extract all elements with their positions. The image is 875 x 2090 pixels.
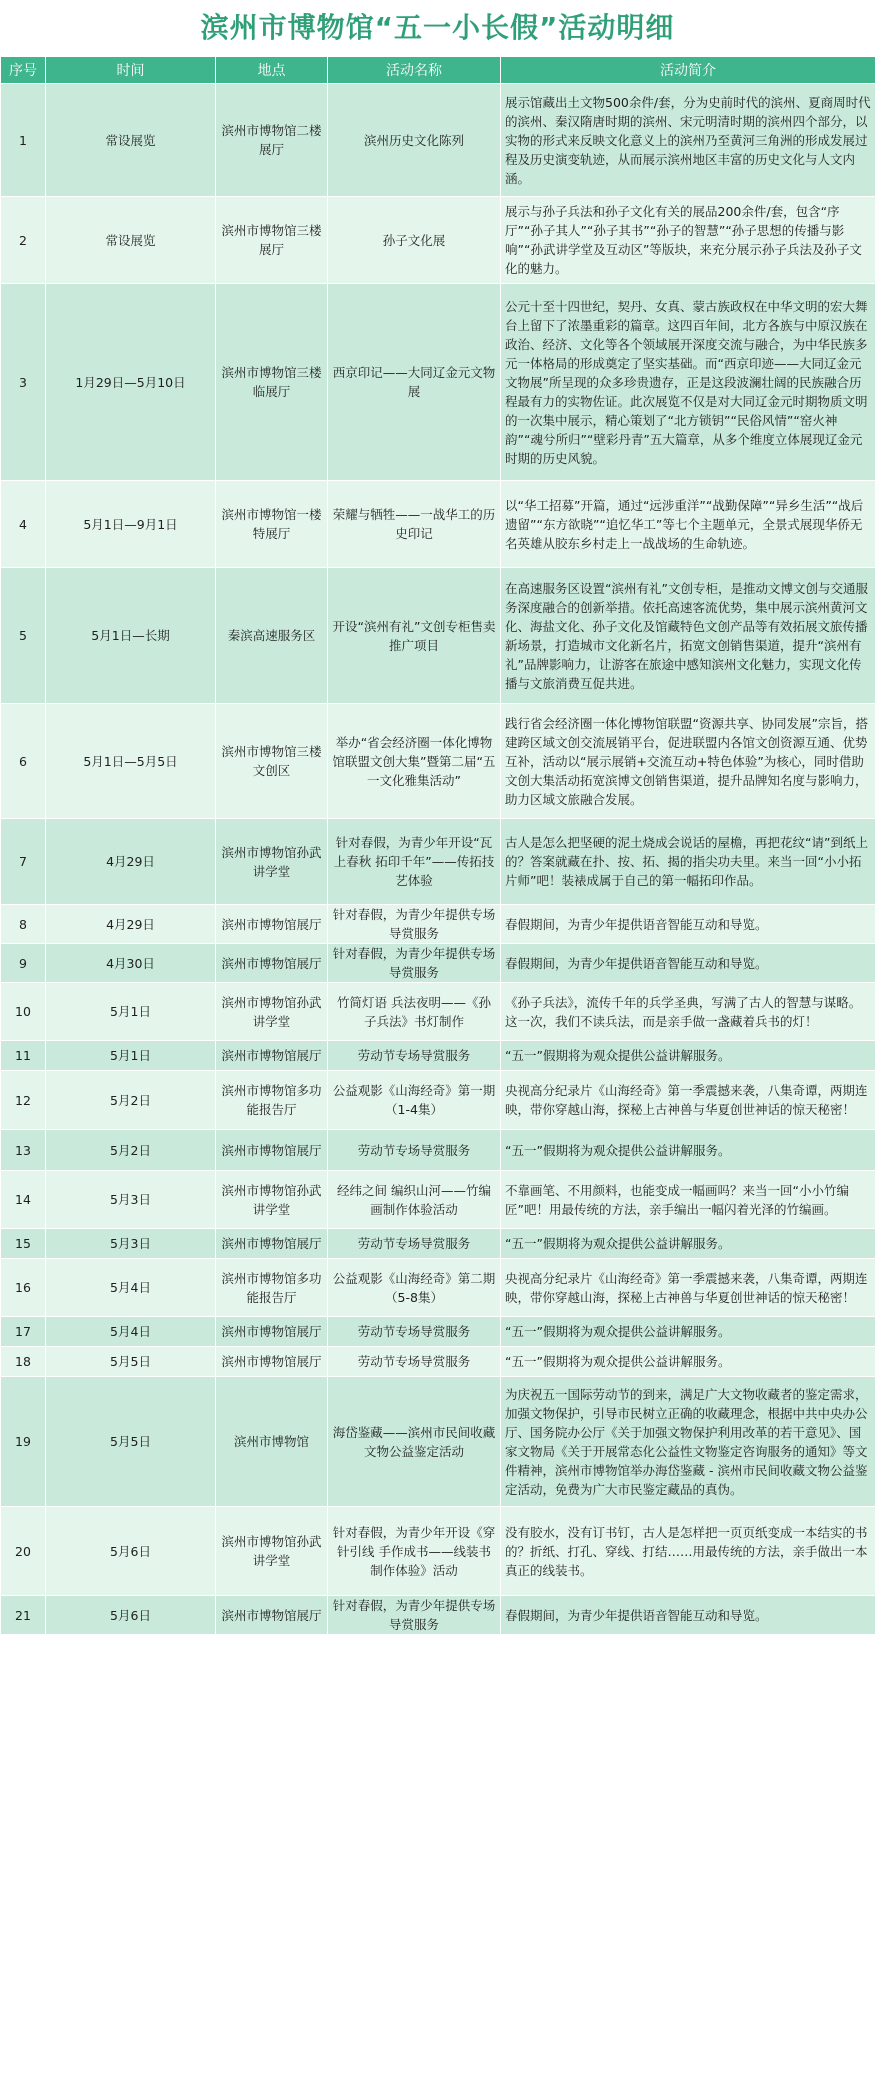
row-no-cell: 10 [1,983,46,1041]
row-place-cell: 滨州市博物馆多功能报告厅 [216,1259,328,1317]
row-place-cell: 滨州市博物馆孙武讲学堂 [216,819,328,905]
row-place-cell: 滨州市博物馆 [216,1377,328,1507]
row-name-cell: 劳动节专场导赏服务 [328,1317,501,1347]
row-time-cell: 5月1日 [46,983,216,1041]
row-name-cell: 举办“省会经济圈一体化博物馆联盟文创大集”暨第二届“五一文化雅集活动” [328,704,501,819]
row-name-cell: 西京印记——大同辽金元文物展 [328,284,501,481]
row-desc-cell: 展示馆藏出土文物500余件/套，分为史前时代的滨州、夏商周时代的滨州、秦汉隋唐时期的滨州、宋元明清时期的滨州四个部分，以实物的形式来反映文化意义上的滨州乃至黄河三角洲的形成发展过程及历史演变轨迹，从而展示滨州地区丰富的历史文化与人文内涵。 [501,84,875,197]
table-row [1,819,875,905]
header-no: 序号 [1,57,46,84]
row-no-cell: 20 [1,1507,46,1596]
row-time-cell: 5月5日 [46,1347,216,1377]
row-desc-cell: 以“华工招募”开篇，通过“远涉重洋”“战勤保障”“异乡生活”“战后遗留”“东方欲晓”“追忆华工”等七个主题单元，全景式展现华侨无名英雄从胶东乡村走上一战战场的生命轨迹。 [501,481,875,568]
row-time-cell: 1月29日—5月10日 [46,284,216,481]
table-row [1,905,875,944]
row-name-cell: 公益观影《山海经奇》第一期（1-4集） [328,1071,501,1130]
row-no-cell: 6 [1,704,46,819]
table-row [1,944,875,983]
row-time-cell: 5月1日—5月5日 [46,704,216,819]
row-time-cell: 常设展览 [46,197,216,284]
row-place-cell: 滨州市博物馆孙武讲学堂 [216,1171,328,1229]
row-name-cell: 经纬之间 编织山河——竹编画制作体验活动 [328,1171,501,1229]
row-desc-cell: 《孙子兵法》，流传千年的兵学圣典，写满了古人的智慧与谋略。这一次，我们不读兵法，而是亲手做一盏藏着兵书的灯！ [501,983,875,1041]
row-no-cell: 17 [1,1317,46,1347]
row-time-cell: 5月6日 [46,1596,216,1635]
header-place: 地点 [216,57,328,84]
table-row [1,284,875,481]
table-row [1,84,875,197]
row-desc-cell: 公元十至十四世纪，契丹、女真、蒙古族政权在中华文明的宏大舞台上留下了浓墨重彩的篇章。这四百年间，北方各族与中原汉族在政治、经济、文化等各个领域展开深度交流与融合，为中华民族多元一体格局的形成奠定了坚实基础。而“西京印迹——大同辽金元文物展”所呈现的众多珍贵遗存，正是这段波澜壮阔的民族融合历程最有力的实物佐证。此次展览不仅是对大同辽金元时期物质文明的一次集中展示，精心策划了“北方锁钥”“民俗风情”“窑火神韵”“魂兮所归”“壁彩丹青”五大篇章，从多个维度立体展现辽金元时期的历史风貌。 [501,284,875,481]
row-place-cell: 滨州市博物馆三楼文创区 [216,704,328,819]
table-row [1,1377,875,1507]
row-name-cell: 针对春假，为青少年提供专场导赏服务 [328,905,501,944]
row-place-cell: 滨州市博物馆展厅 [216,1317,328,1347]
row-place-cell: 滨州市博物馆展厅 [216,1041,328,1071]
table-row [1,1596,875,1635]
row-time-cell: 5月1日—长期 [46,568,216,704]
row-place-cell: 秦滨高速服务区 [216,568,328,704]
row-place-cell: 滨州市博物馆展厅 [216,905,328,944]
row-name-cell: 针对春假，为青少年提供专场导赏服务 [328,944,501,983]
row-name-cell: 开设“滨州有礼”文创专柜售卖推广项目 [328,568,501,704]
row-desc-cell: “五一”假期将为观众提供公益讲解服务。 [501,1317,875,1347]
row-name-cell: 针对春假，为青少年开设《穿针引线 手作成书——线装书制作体验》活动 [328,1507,501,1596]
row-time-cell: 5月3日 [46,1229,216,1259]
row-name-cell: 竹简灯语 兵法夜明——《孙子兵法》书灯制作 [328,983,501,1041]
row-desc-cell: 春假期间，为青少年提供语音智能互动和导览。 [501,944,875,983]
row-desc-cell: “五一”假期将为观众提供公益讲解服务。 [501,1130,875,1171]
row-time-cell: 5月5日 [46,1377,216,1507]
row-no-cell: 11 [1,1041,46,1071]
row-place-cell: 滨州市博物馆展厅 [216,944,328,983]
row-place-cell: 滨州市博物馆二楼展厅 [216,84,328,197]
row-time-cell: 5月4日 [46,1259,216,1317]
row-desc-cell: “五一”假期将为观众提供公益讲解服务。 [501,1229,875,1259]
table-header-row [1,57,875,84]
row-place-cell: 滨州市博物馆一楼特展厅 [216,481,328,568]
row-desc-cell: “五一”假期将为观众提供公益讲解服务。 [501,1041,875,1071]
row-time-cell: 5月6日 [46,1507,216,1596]
row-name-cell: 劳动节专场导赏服务 [328,1229,501,1259]
row-place-cell: 滨州市博物馆展厅 [216,1229,328,1259]
row-name-cell: 针对春假，为青少年开设“瓦上春秋 拓印千年”——传拓技艺体验 [328,819,501,905]
row-no-cell: 2 [1,197,46,284]
row-desc-cell: 为庆祝五一国际劳动节的到来，满足广大文物收藏者的鉴定需求，加强文物保护，引导市民树立正确的收藏理念，根据中共中央办公厅、国务院办公厅《关于加强文物保护利用改革的若干意见》、国家文物局《关于开展常态化公益性文物鉴定咨询服务的通知》等文件精神，滨州市博物馆举办海岱鉴藏 - 滨州市民间收藏文物公益鉴定活动，免费为广大市民鉴定藏品的真伪。 [501,1377,875,1507]
table-row [1,1130,875,1171]
row-no-cell: 3 [1,284,46,481]
row-no-cell: 15 [1,1229,46,1259]
row-no-cell: 5 [1,568,46,704]
table-row [1,983,875,1041]
row-desc-cell: 央视高分纪录片《山海经奇》第一季震撼来袭，八集奇谭，两期连映，带你穿越山海，探秘上古神兽与华夏创世神话的惊天秘密！ [501,1071,875,1130]
row-place-cell: 滨州市博物馆展厅 [216,1347,328,1377]
row-desc-cell: 没有胶水，没有订书钉，古人是怎样把一页页纸变成一本结实的书的？折纸、打孔、穿线、打结……用最传统的方法，亲手做出一本真正的线装书。 [501,1507,875,1596]
table-row [1,1347,875,1377]
row-no-cell: 9 [1,944,46,983]
row-place-cell: 滨州市博物馆多功能报告厅 [216,1071,328,1130]
row-name-cell: 针对春假，为青少年提供专场导赏服务 [328,1596,501,1635]
table-row [1,1071,875,1130]
row-place-cell: 滨州市博物馆展厅 [216,1596,328,1635]
header-name: 活动名称 [328,57,501,84]
row-time-cell: 5月2日 [46,1071,216,1130]
row-no-cell: 4 [1,481,46,568]
row-no-cell: 12 [1,1071,46,1130]
row-name-cell: 荣耀与牺牲——一战华工的历史印记 [328,481,501,568]
row-desc-cell: 古人是怎么把坚硬的泥土烧成会说话的屋檐，再把花纹“请”到纸上的？答案就藏在扑、按、拓、揭的指尖功夫里。来当一回“小小拓片师”吧！装裱成属于自己的第一幅拓印作品。 [501,819,875,905]
table-row [1,1229,875,1259]
table-row [1,197,875,284]
row-name-cell: 劳动节专场导赏服务 [328,1041,501,1071]
row-time-cell: 4月29日 [46,819,216,905]
row-name-cell: 滨州历史文化陈列 [328,84,501,197]
header-time: 时间 [46,57,216,84]
row-place-cell: 滨州市博物馆三楼临展厅 [216,284,328,481]
row-desc-cell: 不靠画笔、不用颜料，也能变成一幅画吗？来当一回“小小竹编匠”吧！用最传统的方法，亲手编出一幅闪着光泽的竹编画。 [501,1171,875,1229]
page-title: 滨州市博物馆“五一小长假”活动明细 [200,11,675,44]
row-place-cell: 滨州市博物馆展厅 [216,1130,328,1171]
table-row [1,568,875,704]
table-row [1,1507,875,1596]
row-desc-cell: 春假期间，为青少年提供语音智能互动和导览。 [501,1596,875,1635]
row-time-cell: 常设展览 [46,84,216,197]
row-no-cell: 7 [1,819,46,905]
row-no-cell: 19 [1,1377,46,1507]
row-desc-cell: 践行省会经济圈一体化博物馆联盟“资源共享、协同发展”宗旨，搭建跨区域文创交流展销平台，促进联盟内各馆文创资源互通、优势互补，活动以“展示展销+交流互动+特色体验”为核心，同时借助文创大集活动拓宽滨博文创销售渠道，提升品牌知名度与影响力，助力区域文旅融合发展。 [501,704,875,819]
row-desc-cell: 展示与孙子兵法和孙子文化有关的展品200余件/套，包含“序厅”“孙子其人”“孙子其书”“孙子的智慧”“孙子思想的传播与影响”“孙武讲学堂及互动区”等版块，来充分展示孙子兵法及孙子文化的魅力。 [501,197,875,284]
row-time-cell: 5月1日 [46,1041,216,1071]
row-desc-cell: 春假期间，为青少年提供语音智能互动和导览。 [501,905,875,944]
row-time-cell: 5月2日 [46,1130,216,1171]
row-desc-cell: 央视高分纪录片《山海经奇》第一季震撼来袭，八集奇谭，两期连映，带你穿越山海，探秘上古神兽与华夏创世神话的惊天秘密！ [501,1259,875,1317]
row-no-cell: 1 [1,84,46,197]
row-name-cell: 劳动节专场导赏服务 [328,1130,501,1171]
table-row [1,481,875,568]
row-no-cell: 18 [1,1347,46,1377]
table-row [1,1317,875,1347]
row-no-cell: 14 [1,1171,46,1229]
row-desc-cell: “五一”假期将为观众提供公益讲解服务。 [501,1347,875,1377]
row-time-cell: 4月29日 [46,905,216,944]
table-row [1,1171,875,1229]
row-name-cell: 孙子文化展 [328,197,501,284]
row-no-cell: 16 [1,1259,46,1317]
row-place-cell: 滨州市博物馆三楼展厅 [216,197,328,284]
row-place-cell: 滨州市博物馆孙武讲学堂 [216,983,328,1041]
row-name-cell: 海岱鉴藏——滨州市民间收藏文物公益鉴定活动 [328,1377,501,1507]
header-desc: 活动简介 [501,57,875,84]
row-desc-cell: 在高速服务区设置“滨州有礼”文创专柜，是推动文博文创与交通服务深度融合的创新举措。依托高速客流优势，集中展示滨州黄河文化、海盐文化、孙子文化及馆藏特色文创产品等有效拓展文旅传播新场景，打造城市文化新名片，拓宽文创销售渠道，提升“滨州有礼”品牌影响力，让游客在旅途中感知滨州文化魅力，实现文化传播与文旅消费互促共进。 [501,568,875,704]
row-no-cell: 8 [1,905,46,944]
row-time-cell: 5月3日 [46,1171,216,1229]
row-time-cell: 5月1日—9月1日 [46,481,216,568]
table-row [1,1041,875,1071]
activity-table [0,56,875,1635]
row-time-cell: 5月4日 [46,1317,216,1347]
row-time-cell: 4月30日 [46,944,216,983]
table-row [1,1259,875,1317]
row-name-cell: 劳动节专场导赏服务 [328,1347,501,1377]
row-place-cell: 滨州市博物馆孙武讲学堂 [216,1507,328,1596]
row-no-cell: 21 [1,1596,46,1635]
row-no-cell: 13 [1,1130,46,1171]
row-name-cell: 公益观影《山海经奇》第二期（5-8集） [328,1259,501,1317]
table-row [1,704,875,819]
